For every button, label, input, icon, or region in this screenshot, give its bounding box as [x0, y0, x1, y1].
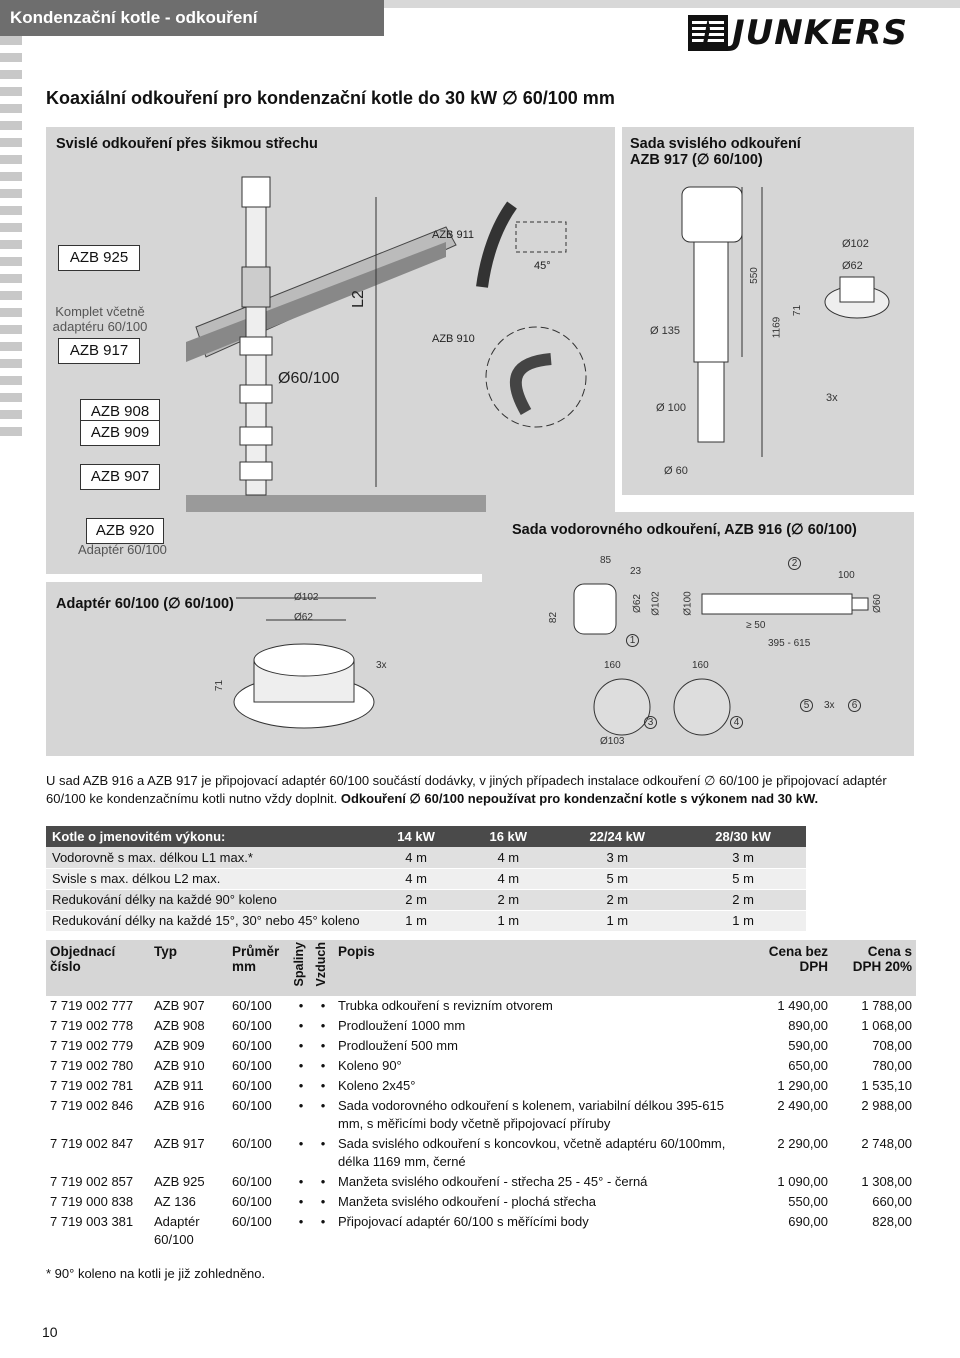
order-row — [46, 1192, 916, 1212]
dim-d102: Ø102 — [842, 238, 869, 250]
dim-d103: Ø103 — [600, 736, 625, 747]
dim-d60: Ø 60 — [664, 465, 688, 477]
dim-71: 71 — [792, 304, 804, 317]
order-table — [46, 940, 916, 1250]
dim-916-d62: Ø62 — [631, 594, 643, 613]
order-vzduch: • — [320, 1194, 326, 1209]
order-number: 7 719 003 381 — [50, 1214, 134, 1229]
order-header-diameter: Průměr mm — [228, 940, 290, 996]
order-row — [46, 1056, 916, 1076]
spec-cell: 3 m — [554, 847, 680, 868]
order-type: Adaptér 60/100 — [154, 1214, 200, 1247]
azb917-diagram — [622, 127, 914, 495]
order-diameter: 60/100 — [232, 1194, 272, 1209]
spec-header-16kw: 16 kW — [462, 826, 554, 847]
spec-cell: 3 m — [680, 847, 806, 868]
order-spaliny: • — [298, 1174, 304, 1189]
spec-cell: 2 m — [462, 889, 554, 910]
order-description: Připojovací adaptér 60/100 s měřícími body — [338, 1214, 589, 1229]
order-spaliny: • — [298, 1038, 304, 1053]
order-diameter: 60/100 — [232, 1058, 272, 1073]
order-number: 7 719 002 778 — [50, 1018, 134, 1033]
vertical-panel-title: Svislé odkouření přes šikmou střechu — [56, 136, 318, 152]
order-number: 7 719 002 846 — [50, 1098, 134, 1113]
azb917-panel-title-1: Sada svislého odkouření — [630, 136, 801, 152]
order-price-inc: 828,00 — [872, 1214, 912, 1229]
azb916-diagram — [482, 512, 914, 756]
order-number: 7 719 002 857 — [50, 1174, 134, 1189]
screws-916: 3x — [824, 700, 835, 711]
order-description: Sada vodorovného odkouření s kolenem, variabilní délkou 395-615 mm, s měřicími body včetně připojovací příruby — [338, 1098, 724, 1131]
spec-row — [46, 889, 806, 910]
label-l2: L2 — [349, 290, 367, 308]
order-price-inc: 1 308,00 — [861, 1174, 912, 1189]
order-price-ex: 1 490,00 — [777, 998, 828, 1013]
junkers-emblem-icon — [686, 11, 730, 55]
label-komplet: Komplet včetně adaptéru 60/100 — [52, 304, 148, 334]
label-azb910: AZB 910 — [432, 333, 475, 345]
spec-row — [46, 847, 806, 868]
order-price-inc: 1 788,00 — [861, 998, 912, 1013]
order-vzduch: • — [320, 1174, 326, 1189]
adapter-panel-title: Adaptér 60/100 (∅ 60/100) — [56, 596, 234, 612]
label-dia-60-100: Ø60/100 — [278, 370, 340, 387]
order-header-price-ex: Cena bez DPH — [746, 940, 832, 996]
dim-160b: 160 — [692, 660, 709, 671]
dim-85: 85 — [600, 555, 612, 566]
spec-cell: 2 m — [554, 889, 680, 910]
label-adapter-60-100: Adaptér 60/100 — [78, 542, 167, 557]
order-number: 7 719 002 779 — [50, 1038, 134, 1053]
spec-cell: 4 m — [462, 868, 554, 889]
adapter-diagram — [46, 582, 482, 756]
spec-cell: 5 m — [554, 868, 680, 889]
spec-header-row — [46, 826, 806, 847]
spec-cell: 1 m — [680, 910, 806, 931]
order-spaliny: • — [298, 1078, 304, 1093]
order-header-spaliny: Spaliny — [292, 942, 306, 987]
order-diameter: 60/100 — [232, 1136, 272, 1151]
page-number: 10 — [42, 1324, 58, 1340]
order-row — [46, 1172, 916, 1192]
order-vzduch: • — [320, 1136, 326, 1151]
order-header-vzduch-cell — [312, 940, 334, 996]
spec-cell: 4 m — [370, 868, 462, 889]
brand-wordmark: JUNKERS — [732, 13, 908, 53]
footnote: * 90° koleno na kotli je již zohledněno. — [46, 1266, 266, 1281]
order-price-inc: 2 748,00 — [861, 1136, 912, 1151]
spec-cell: Redukování délky na každé 90° koleno — [46, 889, 370, 910]
decorative-stripes — [0, 36, 22, 456]
order-number: 7 719 002 780 — [50, 1058, 134, 1073]
order-vzduch: • — [320, 1078, 326, 1093]
spec-cell: 2 m — [680, 889, 806, 910]
order-type: AZB 916 — [154, 1098, 205, 1113]
label-azb911: AZB 911 — [432, 229, 474, 241]
section-header: Kondenzační kotle - odkouření — [0, 0, 384, 36]
order-row — [46, 1134, 916, 1172]
order-type: AZ 136 — [154, 1194, 196, 1209]
order-description: Koleno 2x45° — [338, 1078, 416, 1093]
order-type: AZB 907 — [154, 998, 205, 1013]
order-price-ex: 890,00 — [788, 1018, 828, 1033]
order-price-inc: 1 535,10 — [861, 1078, 912, 1093]
spec-row — [46, 868, 806, 889]
order-header-vzduch: Vzduch — [314, 942, 328, 987]
dim-160a: 160 — [604, 660, 621, 671]
order-price-ex: 590,00 — [788, 1038, 828, 1053]
adapter-dim-d102: Ø102 — [294, 592, 319, 603]
order-diameter: 60/100 — [232, 1078, 272, 1093]
label-azb917-vertical: AZB 917 — [58, 338, 140, 364]
order-price-inc: 1 068,00 — [861, 1018, 912, 1033]
spec-header-label: Kotle o jmenovitém výkonu: — [46, 826, 370, 847]
order-price-inc: 660,00 — [872, 1194, 912, 1209]
order-spaliny: • — [298, 1194, 304, 1209]
callout-1: 1 — [626, 634, 639, 647]
dim-916-d60: Ø60 — [871, 594, 883, 613]
order-header-price-inc: Cena s DPH 20% — [832, 940, 916, 996]
dim-d135: Ø 135 — [650, 325, 680, 337]
spec-header-28kw: 28/30 kW — [680, 826, 806, 847]
order-description: Trubka odkouření s revizním otvorem — [338, 998, 553, 1013]
junkers-logo — [686, 10, 918, 56]
order-description: Prodloužení 1000 mm — [338, 1018, 466, 1033]
order-number: 7 719 000 838 — [50, 1194, 134, 1209]
azb917-panel-title-2: AZB 917 (∅ 60/100) — [630, 152, 763, 168]
order-vzduch: • — [320, 1018, 326, 1033]
order-header-row — [46, 940, 916, 996]
order-type: AZB 917 — [154, 1136, 205, 1151]
spec-header-14kw: 14 kW — [370, 826, 462, 847]
adapter-dim-d62: Ø62 — [294, 612, 313, 623]
callout-5: 5 — [800, 699, 813, 712]
callout-3: 3 — [644, 716, 657, 729]
spec-cell: 4 m — [462, 847, 554, 868]
order-row — [46, 996, 916, 1016]
dim-d100: Ø 100 — [656, 402, 686, 414]
spec-cell: 5 m — [680, 868, 806, 889]
spec-cell: Svisle s max. délkou L2 max. — [46, 868, 370, 889]
order-vzduch: • — [320, 998, 326, 1013]
order-vzduch: • — [320, 1214, 326, 1229]
label-azb907: AZB 907 — [80, 464, 160, 490]
page-title: Koaxiální odkouření pro kondenzační kotle do 30 kW ∅ 60/100 mm — [46, 88, 615, 108]
order-header-number: Objednací číslo — [46, 940, 150, 996]
order-number: 7 719 002 781 — [50, 1078, 134, 1093]
azb916-panel-title: Sada vodorovného odkouření, AZB 916 (∅ 60/100) — [512, 522, 857, 538]
adapter-dim-71: 71 — [214, 679, 226, 692]
screws-3x: 3x — [826, 392, 838, 404]
order-description: Manžeta svislého odkouření - střecha 25 - 45° - černá — [338, 1174, 648, 1189]
order-row — [46, 1096, 916, 1134]
order-description: Sada svislého odkouření s koncovkou, včetně adaptéru 60/100mm, délka 1169 mm, černé — [338, 1136, 726, 1169]
spec-cell: Vodorovně s max. délkou L1 max.* — [46, 847, 370, 868]
order-description: Prodloužení 500 mm — [338, 1038, 458, 1053]
order-number: 7 719 002 777 — [50, 998, 134, 1013]
order-price-ex: 2 490,00 — [777, 1098, 828, 1113]
order-type: AZB 910 — [154, 1058, 205, 1073]
order-price-ex: 650,00 — [788, 1058, 828, 1073]
info-paragraph — [46, 772, 916, 808]
order-price-ex: 1 290,00 — [777, 1078, 828, 1093]
order-spaliny: • — [298, 1098, 304, 1113]
header-rule — [384, 0, 960, 8]
dim-82: 82 — [548, 611, 560, 624]
order-number: 7 719 002 847 — [50, 1136, 134, 1151]
spec-row — [46, 910, 806, 931]
order-spaliny: • — [298, 1058, 304, 1073]
order-type: AZB 908 — [154, 1018, 205, 1033]
order-type: AZB 925 — [154, 1174, 205, 1189]
order-type: AZB 911 — [154, 1078, 204, 1093]
spec-header-22kw: 22/24 kW — [554, 826, 680, 847]
order-diameter: 60/100 — [232, 1174, 272, 1189]
order-price-ex: 690,00 — [788, 1214, 828, 1229]
spec-cell: 4 m — [370, 847, 462, 868]
order-row — [46, 1076, 916, 1096]
length-spec-table — [46, 826, 806, 932]
order-description: Koleno 90° — [338, 1058, 402, 1073]
dim-min50: ≥ 50 — [746, 620, 766, 631]
order-price-inc: 2 988,00 — [861, 1098, 912, 1113]
label-azb909: AZB 909 — [80, 420, 160, 446]
order-price-ex: 2 290,00 — [777, 1136, 828, 1151]
order-vzduch: • — [320, 1058, 326, 1073]
order-row — [46, 1036, 916, 1056]
callout-6: 6 — [848, 699, 861, 712]
order-type: AZB 909 — [154, 1038, 205, 1053]
order-header-type: Typ — [150, 940, 228, 996]
callout-4: 4 — [730, 716, 743, 729]
label-azb908: AZB 908 — [80, 399, 160, 425]
spec-cell: 1 m — [554, 910, 680, 931]
order-diameter: 60/100 — [232, 1018, 272, 1033]
order-description: Manžeta svislého odkouření - plochá střecha — [338, 1194, 596, 1209]
dim-916-d100: Ø100 — [682, 591, 694, 616]
order-price-inc: 708,00 — [872, 1038, 912, 1053]
info-paragraph-normal: U sad AZB 916 a AZB 917 je připojovací adaptér 60/100 součástí dodávky, v jiných případech instalace odkouření ∅ 60/100 je připojovací adaptér 60/100 ke kondenzačnímu kotli nutno vždy doplnit. — [46, 773, 887, 806]
order-header-spaliny-cell — [290, 940, 312, 996]
dim-d62: Ø62 — [842, 260, 863, 272]
order-price-ex: 1 090,00 — [777, 1174, 828, 1189]
spec-cell: 1 m — [462, 910, 554, 931]
order-spaliny: • — [298, 998, 304, 1013]
order-body — [46, 996, 916, 1250]
order-vzduch: • — [320, 1098, 326, 1113]
info-paragraph-bold: Odkouření ∅ 60/100 nepoužívat pro kondenzační kotle s výkonem nad 30 kW. — [340, 791, 819, 806]
label-azb925: AZB 925 — [58, 245, 140, 271]
order-spaliny: • — [298, 1136, 304, 1151]
dim-100: 100 — [838, 570, 855, 581]
order-spaliny: • — [298, 1018, 304, 1033]
dim-23: 23 — [630, 566, 642, 577]
order-diameter: 60/100 — [232, 1038, 272, 1053]
dim-range: 395 - 615 — [768, 638, 811, 649]
order-diameter: 60/100 — [232, 1214, 272, 1229]
order-diameter: 60/100 — [232, 1098, 272, 1113]
order-diameter: 60/100 — [232, 998, 272, 1013]
dim-1169: 1169 — [771, 316, 783, 339]
dim-916-d102: Ø102 — [650, 591, 662, 616]
order-row — [46, 1212, 916, 1250]
order-spaliny: • — [298, 1214, 304, 1229]
order-row — [46, 1016, 916, 1036]
callout-2: 2 — [788, 557, 801, 570]
order-header-description: Popis — [334, 940, 746, 996]
adapter-screws: 3x — [376, 660, 387, 671]
spec-cell: Redukování délky na každé 15°, 30° nebo 45° koleno — [46, 910, 370, 931]
label-azb920: AZB 920 — [86, 518, 164, 544]
label-angle: 45° — [534, 260, 551, 272]
order-price-ex: 550,00 — [788, 1194, 828, 1209]
order-vzduch: • — [320, 1038, 326, 1053]
dim-550: 550 — [748, 267, 760, 284]
spec-cell: 2 m — [370, 889, 462, 910]
order-price-inc: 780,00 — [872, 1058, 912, 1073]
spec-cell: 1 m — [370, 910, 462, 931]
